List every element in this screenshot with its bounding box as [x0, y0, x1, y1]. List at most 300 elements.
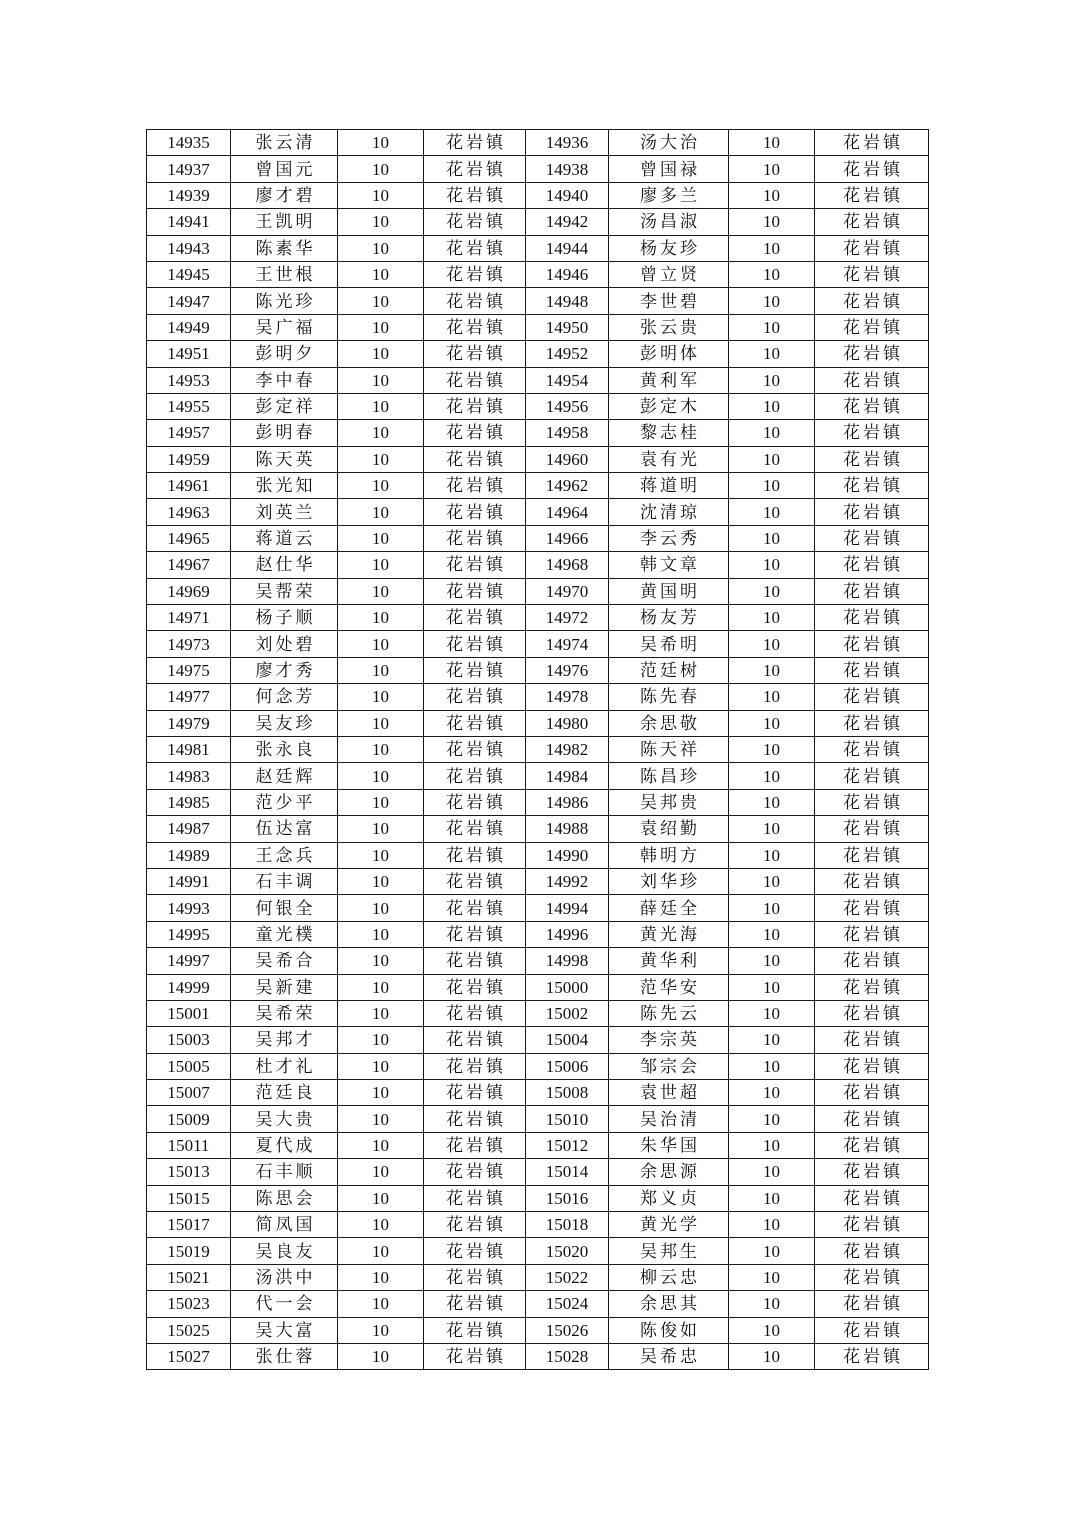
- table-row: [147, 763, 929, 789]
- left-amount-cell: 10: [338, 974, 424, 1000]
- right-amount-cell: 10: [729, 156, 815, 182]
- right-name-cell: 黄光海: [609, 921, 729, 947]
- right-town-cell: 花岩镇: [815, 578, 929, 604]
- right-name-cell: 范廷树: [609, 657, 729, 683]
- right-town-cell: 花岩镇: [815, 1317, 929, 1343]
- right-name-cell: 朱华国: [609, 1132, 729, 1158]
- left-name-cell: 张仕蓉: [231, 1343, 338, 1369]
- left-record-id-cell: 15023: [147, 1291, 231, 1317]
- left-record-id-cell: 14973: [147, 631, 231, 657]
- left-record-id-cell: 14937: [147, 156, 231, 182]
- left-town-cell: 花岩镇: [424, 288, 526, 314]
- table-row: [147, 605, 929, 631]
- right-record-id-cell: 14956: [526, 393, 609, 419]
- left-amount-cell: 10: [338, 130, 424, 156]
- right-town-cell: 花岩镇: [815, 1185, 929, 1211]
- right-name-cell: 杨友珍: [609, 235, 729, 261]
- right-record-id-cell: 14938: [526, 156, 609, 182]
- right-town-cell: 花岩镇: [815, 1291, 929, 1317]
- left-amount-cell: 10: [338, 789, 424, 815]
- left-record-id-cell: 15007: [147, 1080, 231, 1106]
- table-row: [147, 552, 929, 578]
- left-town-cell: 花岩镇: [424, 446, 526, 472]
- right-town-cell: 花岩镇: [815, 367, 929, 393]
- left-name-cell: 石丰顺: [231, 1159, 338, 1185]
- right-record-id-cell: 15000: [526, 974, 609, 1000]
- left-name-cell: 蒋道云: [231, 525, 338, 551]
- left-amount-cell: 10: [338, 314, 424, 340]
- right-town-cell: 花岩镇: [815, 1132, 929, 1158]
- left-name-cell: 伍达富: [231, 816, 338, 842]
- right-name-cell: 汤大治: [609, 130, 729, 156]
- table-row: [147, 1000, 929, 1026]
- left-town-cell: 花岩镇: [424, 393, 526, 419]
- right-town-cell: 花岩镇: [815, 1343, 929, 1369]
- left-name-cell: 曾国元: [231, 156, 338, 182]
- table-row: [147, 288, 929, 314]
- right-amount-cell: 10: [729, 261, 815, 287]
- left-amount-cell: 10: [338, 1132, 424, 1158]
- left-record-id-cell: 14969: [147, 578, 231, 604]
- left-town-cell: 花岩镇: [424, 578, 526, 604]
- right-name-cell: 吴邦生: [609, 1238, 729, 1264]
- table-row: [147, 1053, 929, 1079]
- right-town-cell: 花岩镇: [815, 921, 929, 947]
- left-amount-cell: 10: [338, 473, 424, 499]
- right-amount-cell: 10: [729, 842, 815, 868]
- right-amount-cell: 10: [729, 446, 815, 472]
- left-town-cell: 花岩镇: [424, 1159, 526, 1185]
- left-amount-cell: 10: [338, 657, 424, 683]
- left-name-cell: 张云清: [231, 130, 338, 156]
- right-name-cell: 蒋道明: [609, 473, 729, 499]
- left-amount-cell: 10: [338, 895, 424, 921]
- right-amount-cell: 10: [729, 420, 815, 446]
- table-row: [147, 446, 929, 472]
- left-town-cell: 花岩镇: [424, 1080, 526, 1106]
- right-amount-cell: 10: [729, 1343, 815, 1369]
- table-row: [147, 1159, 929, 1185]
- left-name-cell: 吴帮荣: [231, 578, 338, 604]
- left-town-cell: 花岩镇: [424, 367, 526, 393]
- left-record-id-cell: 14935: [147, 130, 231, 156]
- right-amount-cell: 10: [729, 288, 815, 314]
- left-record-id-cell: 14995: [147, 921, 231, 947]
- right-record-id-cell: 15026: [526, 1317, 609, 1343]
- right-town-cell: 花岩镇: [815, 1027, 929, 1053]
- table-row: [147, 1106, 929, 1132]
- left-town-cell: 花岩镇: [424, 1027, 526, 1053]
- left-record-id-cell: 14965: [147, 525, 231, 551]
- left-amount-cell: 10: [338, 209, 424, 235]
- right-town-cell: 花岩镇: [815, 1080, 929, 1106]
- right-name-cell: 李宗英: [609, 1027, 729, 1053]
- left-record-id-cell: 14983: [147, 763, 231, 789]
- left-name-cell: 王世根: [231, 261, 338, 287]
- right-amount-cell: 10: [729, 1000, 815, 1026]
- table-row: [147, 1317, 929, 1343]
- left-record-id-cell: 15019: [147, 1238, 231, 1264]
- table-row: [147, 1291, 929, 1317]
- right-record-id-cell: 15022: [526, 1264, 609, 1290]
- left-town-cell: 花岩镇: [424, 684, 526, 710]
- table-row: [147, 1027, 929, 1053]
- table-row: [147, 261, 929, 287]
- right-town-cell: 花岩镇: [815, 525, 929, 551]
- right-town-cell: 花岩镇: [815, 288, 929, 314]
- roster-body: [147, 130, 929, 1370]
- left-town-cell: 花岩镇: [424, 763, 526, 789]
- left-amount-cell: 10: [338, 499, 424, 525]
- right-record-id-cell: 15024: [526, 1291, 609, 1317]
- right-town-cell: 花岩镇: [815, 1264, 929, 1290]
- right-record-id-cell: 14946: [526, 261, 609, 287]
- right-town-cell: 花岩镇: [815, 763, 929, 789]
- left-amount-cell: 10: [338, 1185, 424, 1211]
- left-name-cell: 王凯明: [231, 209, 338, 235]
- right-amount-cell: 10: [729, 209, 815, 235]
- left-amount-cell: 10: [338, 1291, 424, 1317]
- table-row: [147, 235, 929, 261]
- right-town-cell: 花岩镇: [815, 684, 929, 710]
- right-amount-cell: 10: [729, 552, 815, 578]
- left-name-cell: 彭明夕: [231, 341, 338, 367]
- left-name-cell: 李中春: [231, 367, 338, 393]
- left-record-id-cell: 15003: [147, 1027, 231, 1053]
- right-record-id-cell: 14980: [526, 710, 609, 736]
- right-amount-cell: 10: [729, 736, 815, 762]
- right-amount-cell: 10: [729, 1264, 815, 1290]
- right-name-cell: 范华安: [609, 974, 729, 1000]
- right-name-cell: 邹宗会: [609, 1053, 729, 1079]
- right-name-cell: 余思源: [609, 1159, 729, 1185]
- left-amount-cell: 10: [338, 842, 424, 868]
- right-amount-cell: 10: [729, 367, 815, 393]
- right-record-id-cell: 14952: [526, 341, 609, 367]
- right-name-cell: 陈昌珍: [609, 763, 729, 789]
- right-amount-cell: 10: [729, 763, 815, 789]
- left-record-id-cell: 14985: [147, 789, 231, 815]
- table-row: [147, 182, 929, 208]
- right-town-cell: 花岩镇: [815, 314, 929, 340]
- right-name-cell: 廖多兰: [609, 182, 729, 208]
- left-name-cell: 陈思会: [231, 1185, 338, 1211]
- right-record-id-cell: 14942: [526, 209, 609, 235]
- right-amount-cell: 10: [729, 182, 815, 208]
- right-town-cell: 花岩镇: [815, 868, 929, 894]
- left-name-cell: 杨子顺: [231, 605, 338, 631]
- left-town-cell: 花岩镇: [424, 789, 526, 815]
- right-town-cell: 花岩镇: [815, 552, 929, 578]
- right-town-cell: 花岩镇: [815, 605, 929, 631]
- right-record-id-cell: 14998: [526, 948, 609, 974]
- table-row: [147, 974, 929, 1000]
- left-amount-cell: 10: [338, 1212, 424, 1238]
- left-amount-cell: 10: [338, 1106, 424, 1132]
- left-town-cell: 花岩镇: [424, 631, 526, 657]
- left-town-cell: 花岩镇: [424, 314, 526, 340]
- right-record-id-cell: 14958: [526, 420, 609, 446]
- right-town-cell: 花岩镇: [815, 631, 929, 657]
- right-record-id-cell: 14944: [526, 235, 609, 261]
- right-name-cell: 陈先春: [609, 684, 729, 710]
- right-town-cell: 花岩镇: [815, 736, 929, 762]
- left-record-id-cell: 14991: [147, 868, 231, 894]
- left-town-cell: 花岩镇: [424, 473, 526, 499]
- right-amount-cell: 10: [729, 974, 815, 1000]
- left-amount-cell: 10: [338, 341, 424, 367]
- right-name-cell: 韩明方: [609, 842, 729, 868]
- table-row: [147, 657, 929, 683]
- right-town-cell: 花岩镇: [815, 974, 929, 1000]
- left-town-cell: 花岩镇: [424, 1053, 526, 1079]
- left-name-cell: 代一会: [231, 1291, 338, 1317]
- right-amount-cell: 10: [729, 130, 815, 156]
- right-record-id-cell: 14984: [526, 763, 609, 789]
- table-row: [147, 816, 929, 842]
- left-town-cell: 花岩镇: [424, 657, 526, 683]
- right-town-cell: 花岩镇: [815, 341, 929, 367]
- left-record-id-cell: 15005: [147, 1053, 231, 1079]
- table-row: [147, 1212, 929, 1238]
- right-town-cell: 花岩镇: [815, 446, 929, 472]
- left-amount-cell: 10: [338, 446, 424, 472]
- table-row: [147, 921, 929, 947]
- table-row: [147, 209, 929, 235]
- right-name-cell: 彭明体: [609, 341, 729, 367]
- left-amount-cell: 10: [338, 605, 424, 631]
- left-record-id-cell: 14975: [147, 657, 231, 683]
- right-amount-cell: 10: [729, 1291, 815, 1317]
- left-record-id-cell: 15013: [147, 1159, 231, 1185]
- left-name-cell: 廖才秀: [231, 657, 338, 683]
- left-name-cell: 陈光珍: [231, 288, 338, 314]
- left-name-cell: 刘英兰: [231, 499, 338, 525]
- right-town-cell: 花岩镇: [815, 1053, 929, 1079]
- right-amount-cell: 10: [729, 710, 815, 736]
- left-amount-cell: 10: [338, 156, 424, 182]
- table-row: [147, 1080, 929, 1106]
- left-record-id-cell: 15025: [147, 1317, 231, 1343]
- right-name-cell: 吴希忠: [609, 1343, 729, 1369]
- right-amount-cell: 10: [729, 631, 815, 657]
- right-record-id-cell: 14992: [526, 868, 609, 894]
- right-record-id-cell: 15010: [526, 1106, 609, 1132]
- left-town-cell: 花岩镇: [424, 868, 526, 894]
- left-name-cell: 王念兵: [231, 842, 338, 868]
- left-name-cell: 夏代成: [231, 1132, 338, 1158]
- left-town-cell: 花岩镇: [424, 235, 526, 261]
- table-row: [147, 393, 929, 419]
- left-name-cell: 张光知: [231, 473, 338, 499]
- right-amount-cell: 10: [729, 525, 815, 551]
- left-town-cell: 花岩镇: [424, 341, 526, 367]
- right-record-id-cell: 14962: [526, 473, 609, 499]
- right-record-id-cell: 14982: [526, 736, 609, 762]
- right-name-cell: 黄光学: [609, 1212, 729, 1238]
- left-town-cell: 花岩镇: [424, 499, 526, 525]
- right-name-cell: 黄华利: [609, 948, 729, 974]
- left-amount-cell: 10: [338, 631, 424, 657]
- right-record-id-cell: 14976: [526, 657, 609, 683]
- right-name-cell: 袁世超: [609, 1080, 729, 1106]
- right-town-cell: 花岩镇: [815, 499, 929, 525]
- left-name-cell: 吴希荣: [231, 1000, 338, 1026]
- table-row: [147, 789, 929, 815]
- table-row: [147, 868, 929, 894]
- left-name-cell: 吴良友: [231, 1238, 338, 1264]
- left-name-cell: 陈素华: [231, 235, 338, 261]
- left-town-cell: 花岩镇: [424, 1185, 526, 1211]
- left-name-cell: 杜才礼: [231, 1053, 338, 1079]
- left-town-cell: 花岩镇: [424, 420, 526, 446]
- left-town-cell: 花岩镇: [424, 895, 526, 921]
- right-amount-cell: 10: [729, 341, 815, 367]
- left-town-cell: 花岩镇: [424, 1212, 526, 1238]
- table-row: [147, 895, 929, 921]
- left-amount-cell: 10: [338, 578, 424, 604]
- right-record-id-cell: 14978: [526, 684, 609, 710]
- left-town-cell: 花岩镇: [424, 261, 526, 287]
- left-amount-cell: 10: [338, 1343, 424, 1369]
- left-record-id-cell: 14951: [147, 341, 231, 367]
- left-town-cell: 花岩镇: [424, 1291, 526, 1317]
- right-name-cell: 黄国明: [609, 578, 729, 604]
- left-record-id-cell: 14959: [147, 446, 231, 472]
- left-amount-cell: 10: [338, 1000, 424, 1026]
- table-row: [147, 341, 929, 367]
- left-record-id-cell: 15015: [147, 1185, 231, 1211]
- left-town-cell: 花岩镇: [424, 710, 526, 736]
- left-town-cell: 花岩镇: [424, 1132, 526, 1158]
- left-amount-cell: 10: [338, 261, 424, 287]
- right-record-id-cell: 14996: [526, 921, 609, 947]
- right-amount-cell: 10: [729, 605, 815, 631]
- left-town-cell: 花岩镇: [424, 1343, 526, 1369]
- left-amount-cell: 10: [338, 736, 424, 762]
- left-name-cell: 吴友珍: [231, 710, 338, 736]
- right-record-id-cell: 15004: [526, 1027, 609, 1053]
- table-row: [147, 684, 929, 710]
- table-row: [147, 710, 929, 736]
- right-town-cell: 花岩镇: [815, 816, 929, 842]
- left-record-id-cell: 14999: [147, 974, 231, 1000]
- left-name-cell: 童光樸: [231, 921, 338, 947]
- right-name-cell: 汤昌淑: [609, 209, 729, 235]
- table-row: [147, 1185, 929, 1211]
- left-record-id-cell: 14943: [147, 235, 231, 261]
- right-name-cell: 郑义贞: [609, 1185, 729, 1211]
- left-amount-cell: 10: [338, 1053, 424, 1079]
- left-name-cell: 范廷良: [231, 1080, 338, 1106]
- right-name-cell: 彭定木: [609, 393, 729, 419]
- left-town-cell: 花岩镇: [424, 156, 526, 182]
- right-record-id-cell: 15020: [526, 1238, 609, 1264]
- right-town-cell: 花岩镇: [815, 948, 929, 974]
- table-row: [147, 473, 929, 499]
- right-amount-cell: 10: [729, 1080, 815, 1106]
- table-row: [147, 736, 929, 762]
- right-amount-cell: 10: [729, 314, 815, 340]
- left-name-cell: 吴邦才: [231, 1027, 338, 1053]
- left-record-id-cell: 15027: [147, 1343, 231, 1369]
- left-amount-cell: 10: [338, 525, 424, 551]
- left-record-id-cell: 15021: [147, 1264, 231, 1290]
- left-record-id-cell: 14987: [147, 816, 231, 842]
- table-row: [147, 130, 929, 156]
- right-town-cell: 花岩镇: [815, 420, 929, 446]
- right-amount-cell: 10: [729, 235, 815, 261]
- document-page: [146, 129, 928, 1370]
- table-row: [147, 367, 929, 393]
- left-record-id-cell: 14957: [147, 420, 231, 446]
- right-town-cell: 花岩镇: [815, 473, 929, 499]
- left-town-cell: 花岩镇: [424, 1264, 526, 1290]
- right-record-id-cell: 14948: [526, 288, 609, 314]
- left-town-cell: 花岩镇: [424, 1238, 526, 1264]
- right-record-id-cell: 14936: [526, 130, 609, 156]
- right-town-cell: 花岩镇: [815, 1159, 929, 1185]
- left-amount-cell: 10: [338, 182, 424, 208]
- left-name-cell: 赵仕华: [231, 552, 338, 578]
- left-name-cell: 石丰调: [231, 868, 338, 894]
- right-record-id-cell: 14988: [526, 816, 609, 842]
- right-record-id-cell: 15014: [526, 1159, 609, 1185]
- right-amount-cell: 10: [729, 1053, 815, 1079]
- left-record-id-cell: 14971: [147, 605, 231, 631]
- right-record-id-cell: 15028: [526, 1343, 609, 1369]
- left-record-id-cell: 14981: [147, 736, 231, 762]
- right-town-cell: 花岩镇: [815, 209, 929, 235]
- left-name-cell: 简凤国: [231, 1212, 338, 1238]
- right-record-id-cell: 14960: [526, 446, 609, 472]
- right-amount-cell: 10: [729, 921, 815, 947]
- table-row: [147, 1343, 929, 1369]
- right-amount-cell: 10: [729, 499, 815, 525]
- right-amount-cell: 10: [729, 1159, 815, 1185]
- left-name-cell: 彭定祥: [231, 393, 338, 419]
- table-row: [147, 156, 929, 182]
- left-name-cell: 刘处碧: [231, 631, 338, 657]
- table-row: [147, 631, 929, 657]
- left-record-id-cell: 14953: [147, 367, 231, 393]
- left-amount-cell: 10: [338, 1264, 424, 1290]
- left-record-id-cell: 14977: [147, 684, 231, 710]
- right-amount-cell: 10: [729, 789, 815, 815]
- right-record-id-cell: 14972: [526, 605, 609, 631]
- left-town-cell: 花岩镇: [424, 1106, 526, 1132]
- left-name-cell: 吴新建: [231, 974, 338, 1000]
- left-town-cell: 花岩镇: [424, 736, 526, 762]
- table-row: [147, 842, 929, 868]
- right-name-cell: 陈天祥: [609, 736, 729, 762]
- right-name-cell: 沈清琼: [609, 499, 729, 525]
- left-name-cell: 吴大贵: [231, 1106, 338, 1132]
- right-amount-cell: 10: [729, 816, 815, 842]
- right-amount-cell: 10: [729, 1238, 815, 1264]
- left-amount-cell: 10: [338, 921, 424, 947]
- right-name-cell: 黄利军: [609, 367, 729, 393]
- table-row: [147, 1264, 929, 1290]
- right-record-id-cell: 15018: [526, 1212, 609, 1238]
- left-town-cell: 花岩镇: [424, 948, 526, 974]
- right-record-id-cell: 15006: [526, 1053, 609, 1079]
- right-town-cell: 花岩镇: [815, 789, 929, 815]
- right-record-id-cell: 14986: [526, 789, 609, 815]
- left-town-cell: 花岩镇: [424, 605, 526, 631]
- right-record-id-cell: 14950: [526, 314, 609, 340]
- left-record-id-cell: 14993: [147, 895, 231, 921]
